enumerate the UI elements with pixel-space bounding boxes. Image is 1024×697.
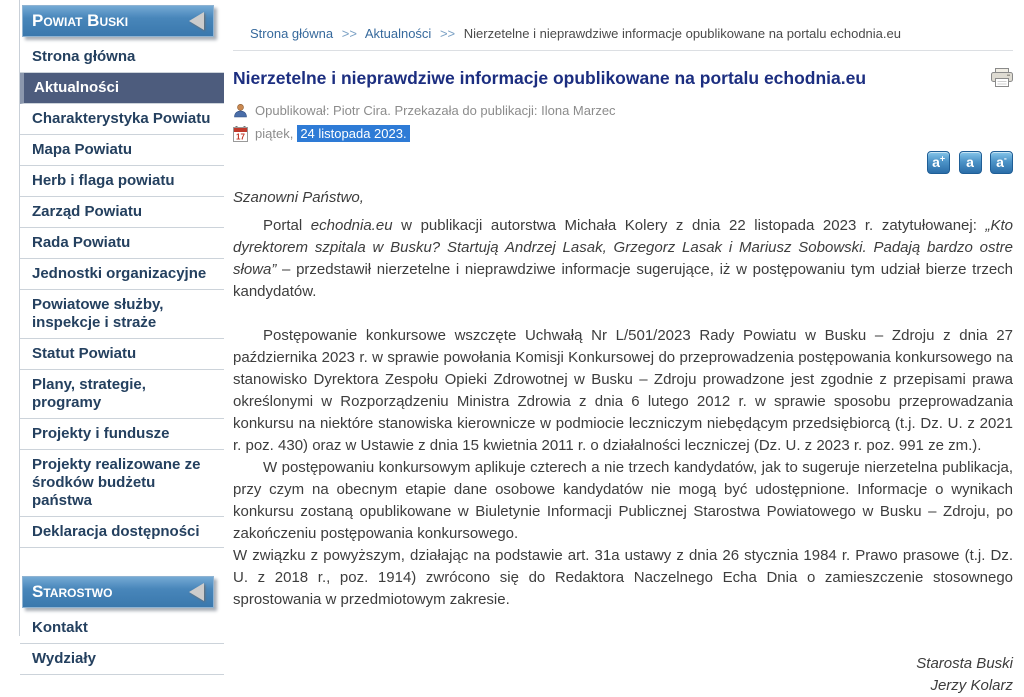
- sidebar-item-statut-powiatu[interactable]: [20, 339, 224, 370]
- calendar-icon: [233, 126, 248, 142]
- sidebar-header-label: Starostwo: [32, 582, 113, 601]
- font-button-letter: a: [996, 154, 1004, 170]
- sidebar-item-label: Powiatowe służby, inspekcje i straże: [32, 296, 164, 331]
- sidebar-item-label: Herb i flaga powiatu: [32, 172, 175, 189]
- sidebar-item-label: Kontakt: [32, 619, 88, 636]
- sidebar-item-label: Wydziały: [32, 650, 96, 667]
- arrow-left-icon: [189, 583, 204, 601]
- sidebar-item-label: Aktualności: [34, 79, 120, 96]
- sidebar-item-plany-strategie[interactable]: [20, 370, 224, 419]
- article-body: [233, 187, 1013, 697]
- sidebar-item-mapa-powiatu[interactable]: [20, 135, 224, 166]
- published-by-text: Opublikował: Piotr Cira. Przekazała do publikacji: Ilona Marzec: [255, 103, 616, 118]
- sidebar-item-strona-glowna[interactable]: [20, 42, 224, 73]
- minus-icon: -: [1003, 153, 1007, 164]
- article-paragraph: [233, 215, 1013, 303]
- signature-name: Jerzy Kolarz: [930, 677, 1013, 694]
- sidebar-item-zarzad-powiatu[interactable]: [20, 197, 224, 228]
- text-segment-italic: „Kto dyrektorem szpitala w Busku? Startują Andrzej Lasak, Grzegorz Lasak i Mariusz Sobowski. Padają bardzo ostre słowa”: [233, 217, 1013, 278]
- text-segment: – przedstawił nierzetelne i nieprawdziwe informacje sugerujące, iż w postępowaniu tym udział bierze trzech kandydatów.: [233, 261, 1013, 300]
- sidebar-item-charakterystyka-powiatu[interactable]: [20, 104, 224, 135]
- article-signature: [233, 653, 1013, 697]
- breadcrumb-separator: >>: [341, 26, 357, 41]
- text-segment-italic: echodnia.eu: [310, 217, 393, 234]
- sidebar-item-label: Deklaracja dostępności: [32, 523, 200, 540]
- sidebar-item-powiatowe-sluzby[interactable]: [20, 290, 224, 339]
- text-segment: w publikacji autorstwa Michała Kolery z dnia 22 listopada 2023 r. zatytułowanej:: [392, 217, 986, 234]
- font-size-decrease-button[interactable]: [990, 151, 1013, 174]
- sidebar-item-jednostki-organizacyjne[interactable]: [20, 259, 224, 290]
- sidebar-item-projekty-i-fundusze[interactable]: [20, 419, 224, 450]
- sidebar-item-label: Mapa Powiatu: [32, 141, 133, 158]
- breadcrumb-link-home[interactable]: Strona główna: [250, 26, 334, 41]
- font-button-letter: a: [932, 154, 940, 170]
- font-size-increase-button[interactable]: [927, 151, 950, 174]
- breadcrumb-current: Nierzetelne i nieprawdziwe informacje opublikowane na portalu echodnia.eu: [463, 26, 901, 41]
- sidebar-item-label: Zarząd Powiatu: [32, 203, 143, 220]
- svg-text:17: 17: [236, 132, 245, 141]
- article-salutation: Szanowni Państwo,: [233, 189, 364, 206]
- breadcrumb-divider: [233, 50, 1013, 51]
- article-paragraph: Postępowanie konkursowe wszczęte Uchwałą Nr L/501/2023 Rady Powiatu w Busku – Zdroju z dnia 27 października 2023 r. w sprawie powołania Komisji Konkursowej do przeprowadzenia postępowania konkursowego na stanowisko Dyrektora Zespołu Opieki Zdrowotnej w Busku – Zdroju prowadzone jest zgodnie z przepisami prawa określonymi w Rozporządzeniu Ministra Zdrowia z dnia 6 lutego 2012 r. w sprawie sposobu przeprowadzania konkursu na niektóre stanowiska kierownicze w podmiocie leczniczym niebędącym przedsiębiorcą (t.j. Dz. U. z 2021 r. poz. 430) oraz w Ustawie z dnia 15 kwietnia 2011 r. o działalności leczniczej (Dz. U. z 2023 r. poz. 991 ze zm.).: [233, 327, 1013, 454]
- person-icon: [233, 103, 248, 118]
- printer-icon[interactable]: [991, 68, 1013, 92]
- font-size-controls: [233, 151, 1013, 174]
- sidebar-item-label: Plany, strategie, programy: [32, 376, 146, 411]
- sidebar-item-rada-powiatu[interactable]: [20, 228, 224, 259]
- sidebar-item-deklaracja-dostepnosci[interactable]: [20, 517, 224, 548]
- breadcrumb: [233, 0, 1013, 50]
- font-button-letter: a: [966, 154, 974, 170]
- sidebar-header-starostwo[interactable]: [22, 576, 214, 608]
- article-paragraph: W związku z powyższym, działając na podstawie art. 31a ustawy z dnia 26 stycznia 1984 r. Prawo prasowe (t.j. Dz. U. z 2018 r., poz. 1914) zwrócono się do Redaktora Naczelnego Echa Dnia o zamieszczenie stosownego sprostowania w przedmiotowym zakresie.: [233, 547, 1013, 608]
- sidebar-header-label: Powiat Buski: [32, 11, 129, 30]
- sidebar-item-label: Statut Powiatu: [32, 345, 137, 362]
- main-content: [233, 0, 1013, 697]
- font-size-normal-button[interactable]: [959, 151, 982, 174]
- plus-icon: +: [939, 153, 946, 164]
- sidebar-item-wydzialy[interactable]: [20, 644, 224, 675]
- sidebar-item-label: Jednostki organizacyjne: [32, 265, 207, 282]
- article-title: Nierzetelne i nieprawdziwe informacje opublikowane na portalu echodnia.eu: [233, 68, 867, 88]
- article-paragraph: W postępowaniu konkursowym aplikuje czterech a nie trzech kandydatów, jak to sugeruje nierzetelna publikacja, przy czym na obecnym etapie dane osobowe kandydatów nie mogą być udostępnione. Informacje o wynikach konkursu zostaną opublikowane w Biuletynie Informacji Publicznej Starostwa Powiatowego w Busku – Zdroju, po zakończeniu postępowania konkursowego.: [233, 459, 1013, 542]
- sidebar-item-label: Projekty i fundusze: [32, 425, 170, 442]
- sidebar-item-label: Strona główna: [32, 48, 136, 65]
- sidebar-item-kontakt[interactable]: [20, 613, 224, 644]
- sidebar-item-aktualnosci[interactable]: [20, 73, 224, 104]
- sidebar-item-herb-i-flaga[interactable]: [20, 166, 224, 197]
- sidebar-item-label: Projekty realizowane ze środków budżetu państwa: [32, 456, 201, 509]
- arrow-left-icon: [189, 12, 204, 30]
- article-publish-info: [233, 103, 1013, 118]
- text-segment: Portal: [263, 217, 311, 234]
- breadcrumb-separator: >>: [439, 26, 456, 41]
- sidebar-item-label: Rada Powiatu: [32, 234, 131, 251]
- sidebar-item-projekty-budzet-panstwa[interactable]: [20, 450, 224, 517]
- sidebar-header-powiat-buski[interactable]: [22, 5, 214, 37]
- date-day-text: piątek,: [255, 126, 294, 141]
- article-date-info: [233, 125, 1013, 142]
- sidebar: [19, 0, 224, 667]
- signature-role: Starosta Buski: [916, 655, 1013, 672]
- breadcrumb-link-aktualnosci[interactable]: Aktualności: [364, 26, 432, 41]
- sidebar-item-label: Charakterystyka Powiatu: [32, 110, 211, 127]
- date-selected-text: 24 listopada 2023.: [297, 125, 409, 142]
